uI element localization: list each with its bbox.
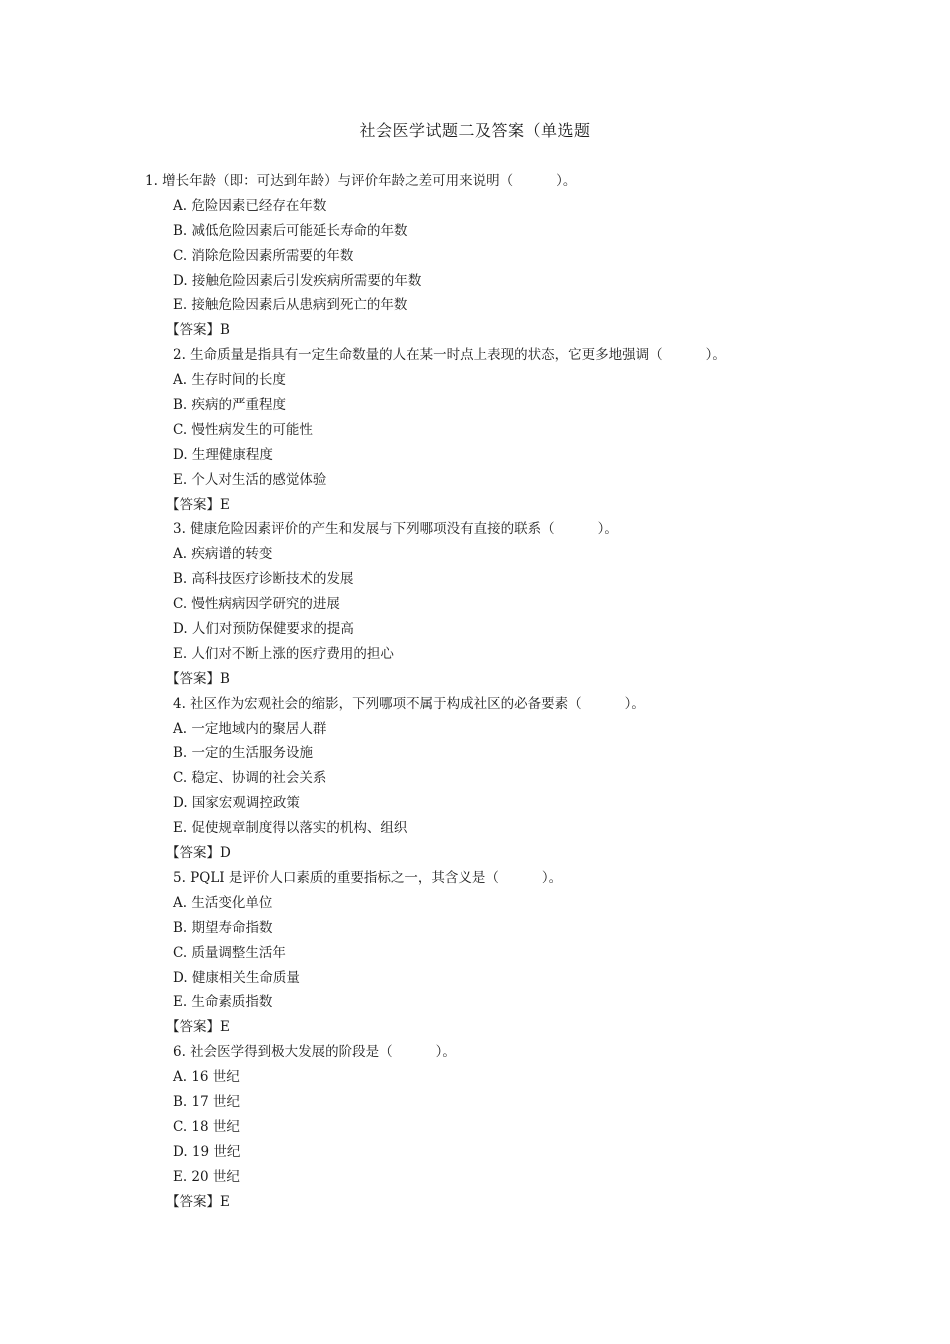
- answer-option: A. 生存时间的长度: [173, 372, 286, 389]
- question-stem: 4. 社区作为宏观社会的缩影，下列哪项不属于构成社区的必备要素（ ）。: [173, 695, 645, 712]
- answer-option: B. 期望寿命指数: [173, 919, 273, 936]
- answer-key: 【答案】E: [166, 1193, 230, 1210]
- answer-option: D. 19 世纪: [173, 1143, 241, 1160]
- question-stem: 1. 增长年龄（即：可达到年龄）与评价年龄之差可用来说明（ ）。: [145, 173, 577, 189]
- answer-option: E. 个人对生活的感觉体验: [173, 471, 327, 488]
- question-block: [0, 169, 950, 343]
- question-stem: 2. 生命质量是指具有一定生命数量的人在某一时点上表现的状态，它更多地强调（ ）。: [173, 347, 726, 364]
- answer-key: 【答案】B: [166, 670, 230, 687]
- answer-option: E. 人们对不断上涨的医疗费用的担心: [173, 645, 394, 662]
- answer-option: C. 质量调整生活年: [173, 944, 286, 961]
- answer-option: A. 疾病谱的转变: [173, 546, 273, 563]
- answer-option: D. 人们对预防保健要求的提高: [173, 621, 354, 638]
- answer-option: D. 生理健康程度: [173, 446, 273, 463]
- answer-option: D. 接触危险因素后引发疾病所需要的年数: [173, 272, 422, 289]
- answer-option: D. 健康相关生命质量: [173, 969, 300, 986]
- answer-option: A. 危险因素已经存在年数: [173, 197, 327, 214]
- question-stem: 5. PQLI 是评价人口素质的重要指标之一，其含义是（ ）。: [173, 869, 563, 886]
- answer-option: A. 16 世纪: [173, 1069, 240, 1086]
- answer-option: C. 稳定、协调的社会关系: [173, 770, 327, 787]
- answer-key: 【答案】E: [166, 1019, 230, 1036]
- answer-option: B. 疾病的严重程度: [173, 397, 287, 414]
- question-block: [0, 343, 950, 517]
- question-block: [0, 517, 950, 691]
- page-title: 社会医学试题二及答案（单选题: [359, 121, 591, 140]
- answer-option: B. 一定的生活服务设施: [173, 745, 314, 762]
- answer-option: B. 17 世纪: [173, 1093, 240, 1110]
- answer-option: C. 消除危险因素所需要的年数: [173, 247, 354, 264]
- question-block: [0, 692, 950, 866]
- question-list: [0, 169, 950, 1214]
- answer-option: A. 生活变化单位: [173, 894, 273, 911]
- answer-option: C. 18 世纪: [173, 1118, 240, 1135]
- answer-option: A. 一定地域内的聚居人群: [173, 720, 327, 737]
- answer-option: E. 促使规章制度得以落实的机构、组织: [173, 820, 408, 837]
- answer-key: 【答案】B: [166, 322, 230, 339]
- answer-option: E. 接触危险因素后从患病到死亡的年数: [173, 297, 408, 314]
- question-stem: 3. 健康危险因素评价的产生和发展与下列哪项没有直接的联系（ ）。: [173, 521, 618, 538]
- answer-key: 【答案】D: [166, 845, 231, 862]
- question-block: [0, 1040, 950, 1214]
- answer-option: C. 慢性病病因学研究的进展: [173, 596, 340, 613]
- answer-option: E. 20 世纪: [173, 1168, 240, 1185]
- question-block: [0, 866, 950, 1040]
- answer-option: C. 慢性病发生的可能性: [173, 421, 313, 438]
- answer-option: B. 减低危险因素后可能延长寿命的年数: [173, 222, 408, 239]
- question-stem: 6. 社会医学得到极大发展的阶段是（ ）。: [173, 1044, 456, 1061]
- answer-option: B. 高科技医疗诊断技术的发展: [173, 571, 354, 588]
- answer-key: 【答案】E: [166, 496, 230, 513]
- answer-option: E. 生命素质指数: [173, 994, 273, 1011]
- answer-option: D. 国家宏观调控政策: [173, 795, 300, 812]
